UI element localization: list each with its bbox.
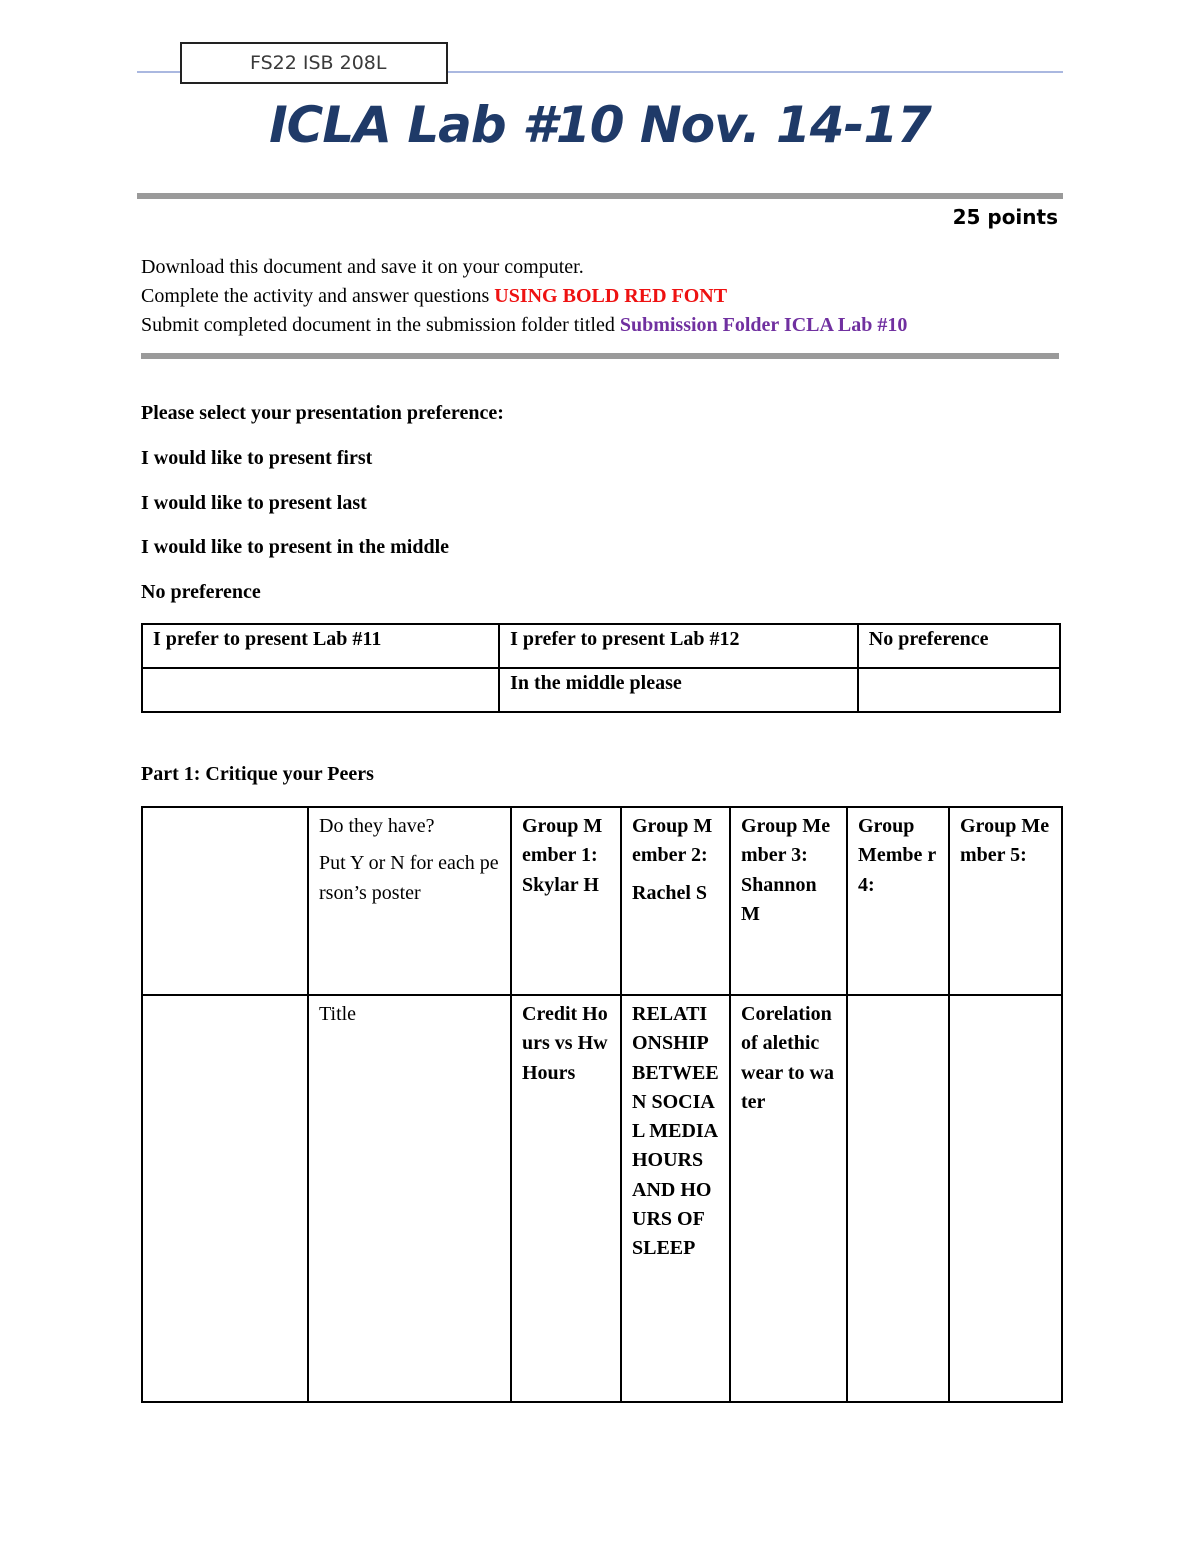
- member-4-title-cell[interactable]: [847, 995, 949, 1402]
- table-row: [142, 807, 1062, 995]
- table-cell[interactable]: No preference: [858, 624, 1060, 668]
- member-label: Group Member 5:: [960, 815, 1050, 867]
- preference-option-none: No preference: [141, 581, 261, 603]
- table-cell[interactable]: [858, 668, 1060, 712]
- member-2-title-cell[interactable]: RELATIONSHIP BETWEEN SOCIAL MEDIA HOURS AND HOURS OF SLEEP: [621, 995, 730, 1402]
- question-instruction: Put Y or N for each person’s poster: [319, 852, 499, 904]
- group-member-5-cell[interactable]: [949, 807, 1062, 995]
- course-code: FS22 ISB 208L: [250, 52, 387, 74]
- document-title: ICLA Lab #10 Nov. 14-17: [269, 96, 931, 154]
- member-name: Skylar H: [522, 873, 599, 896]
- table-cell[interactable]: I prefer to present Lab #12: [499, 624, 858, 668]
- submission-folder-name: Submission Folder ICLA Lab #10: [619, 314, 908, 336]
- preference-option-last: I would like to present last: [141, 492, 367, 514]
- course-code-box: [180, 42, 448, 84]
- table-row: [142, 995, 1062, 1402]
- instruction-submit: [141, 311, 907, 340]
- instructions-divider: [141, 353, 1059, 359]
- instruction-complete-text: Complete the activity and answer questions: [141, 285, 495, 307]
- question-cell[interactable]: [308, 807, 511, 995]
- title-label-cell[interactable]: Title: [308, 995, 511, 1402]
- member-name: Rachel S: [632, 881, 707, 904]
- member-label: Group Member 3:: [741, 815, 831, 867]
- table-cell[interactable]: I prefer to present Lab #11: [142, 624, 499, 668]
- group-member-3-cell[interactable]: [730, 807, 847, 995]
- group-member-2-cell[interactable]: [621, 807, 730, 995]
- preference-table: [141, 623, 1061, 713]
- question-text: Do they have?: [319, 815, 435, 837]
- member-label: Group Member 1:: [522, 815, 603, 867]
- red-font-note: USING BOLD RED FONT: [494, 285, 728, 307]
- preference-option-first: I would like to present first: [141, 447, 373, 469]
- table-row: [142, 668, 1060, 712]
- table-row: [142, 624, 1060, 668]
- instruction-complete: [141, 282, 727, 311]
- peer-critique-table: [141, 806, 1063, 1403]
- preference-option-middle: I would like to present in the middle: [141, 536, 449, 558]
- table-cell[interactable]: [142, 807, 308, 995]
- table-cell[interactable]: [142, 995, 308, 1402]
- table-cell[interactable]: [142, 668, 499, 712]
- member-5-title-cell[interactable]: [949, 995, 1062, 1402]
- member-1-title-cell[interactable]: Credit Hours vs Hw Hours: [511, 995, 621, 1402]
- points-label: 25 points: [952, 205, 1058, 229]
- member-label: Group Membe r 4:: [858, 815, 936, 896]
- title-divider: [137, 193, 1063, 199]
- instruction-submit-text: Submit completed document in the submission folder titled: [141, 314, 620, 336]
- group-member-4-cell[interactable]: [847, 807, 949, 995]
- part1-heading: Part 1: Critique your Peers: [141, 763, 374, 785]
- table-cell[interactable]: In the middle please: [499, 668, 858, 712]
- member-3-title-cell[interactable]: Corelation of alethic wear to water: [730, 995, 847, 1402]
- group-member-1-cell[interactable]: [511, 807, 621, 995]
- preference-heading: Please select your presentation preference:: [141, 402, 504, 424]
- instruction-download: Download this document and save it on your computer.: [141, 256, 584, 278]
- member-label: Group Member 2:: [632, 815, 713, 867]
- member-name: Shannon M: [741, 873, 817, 925]
